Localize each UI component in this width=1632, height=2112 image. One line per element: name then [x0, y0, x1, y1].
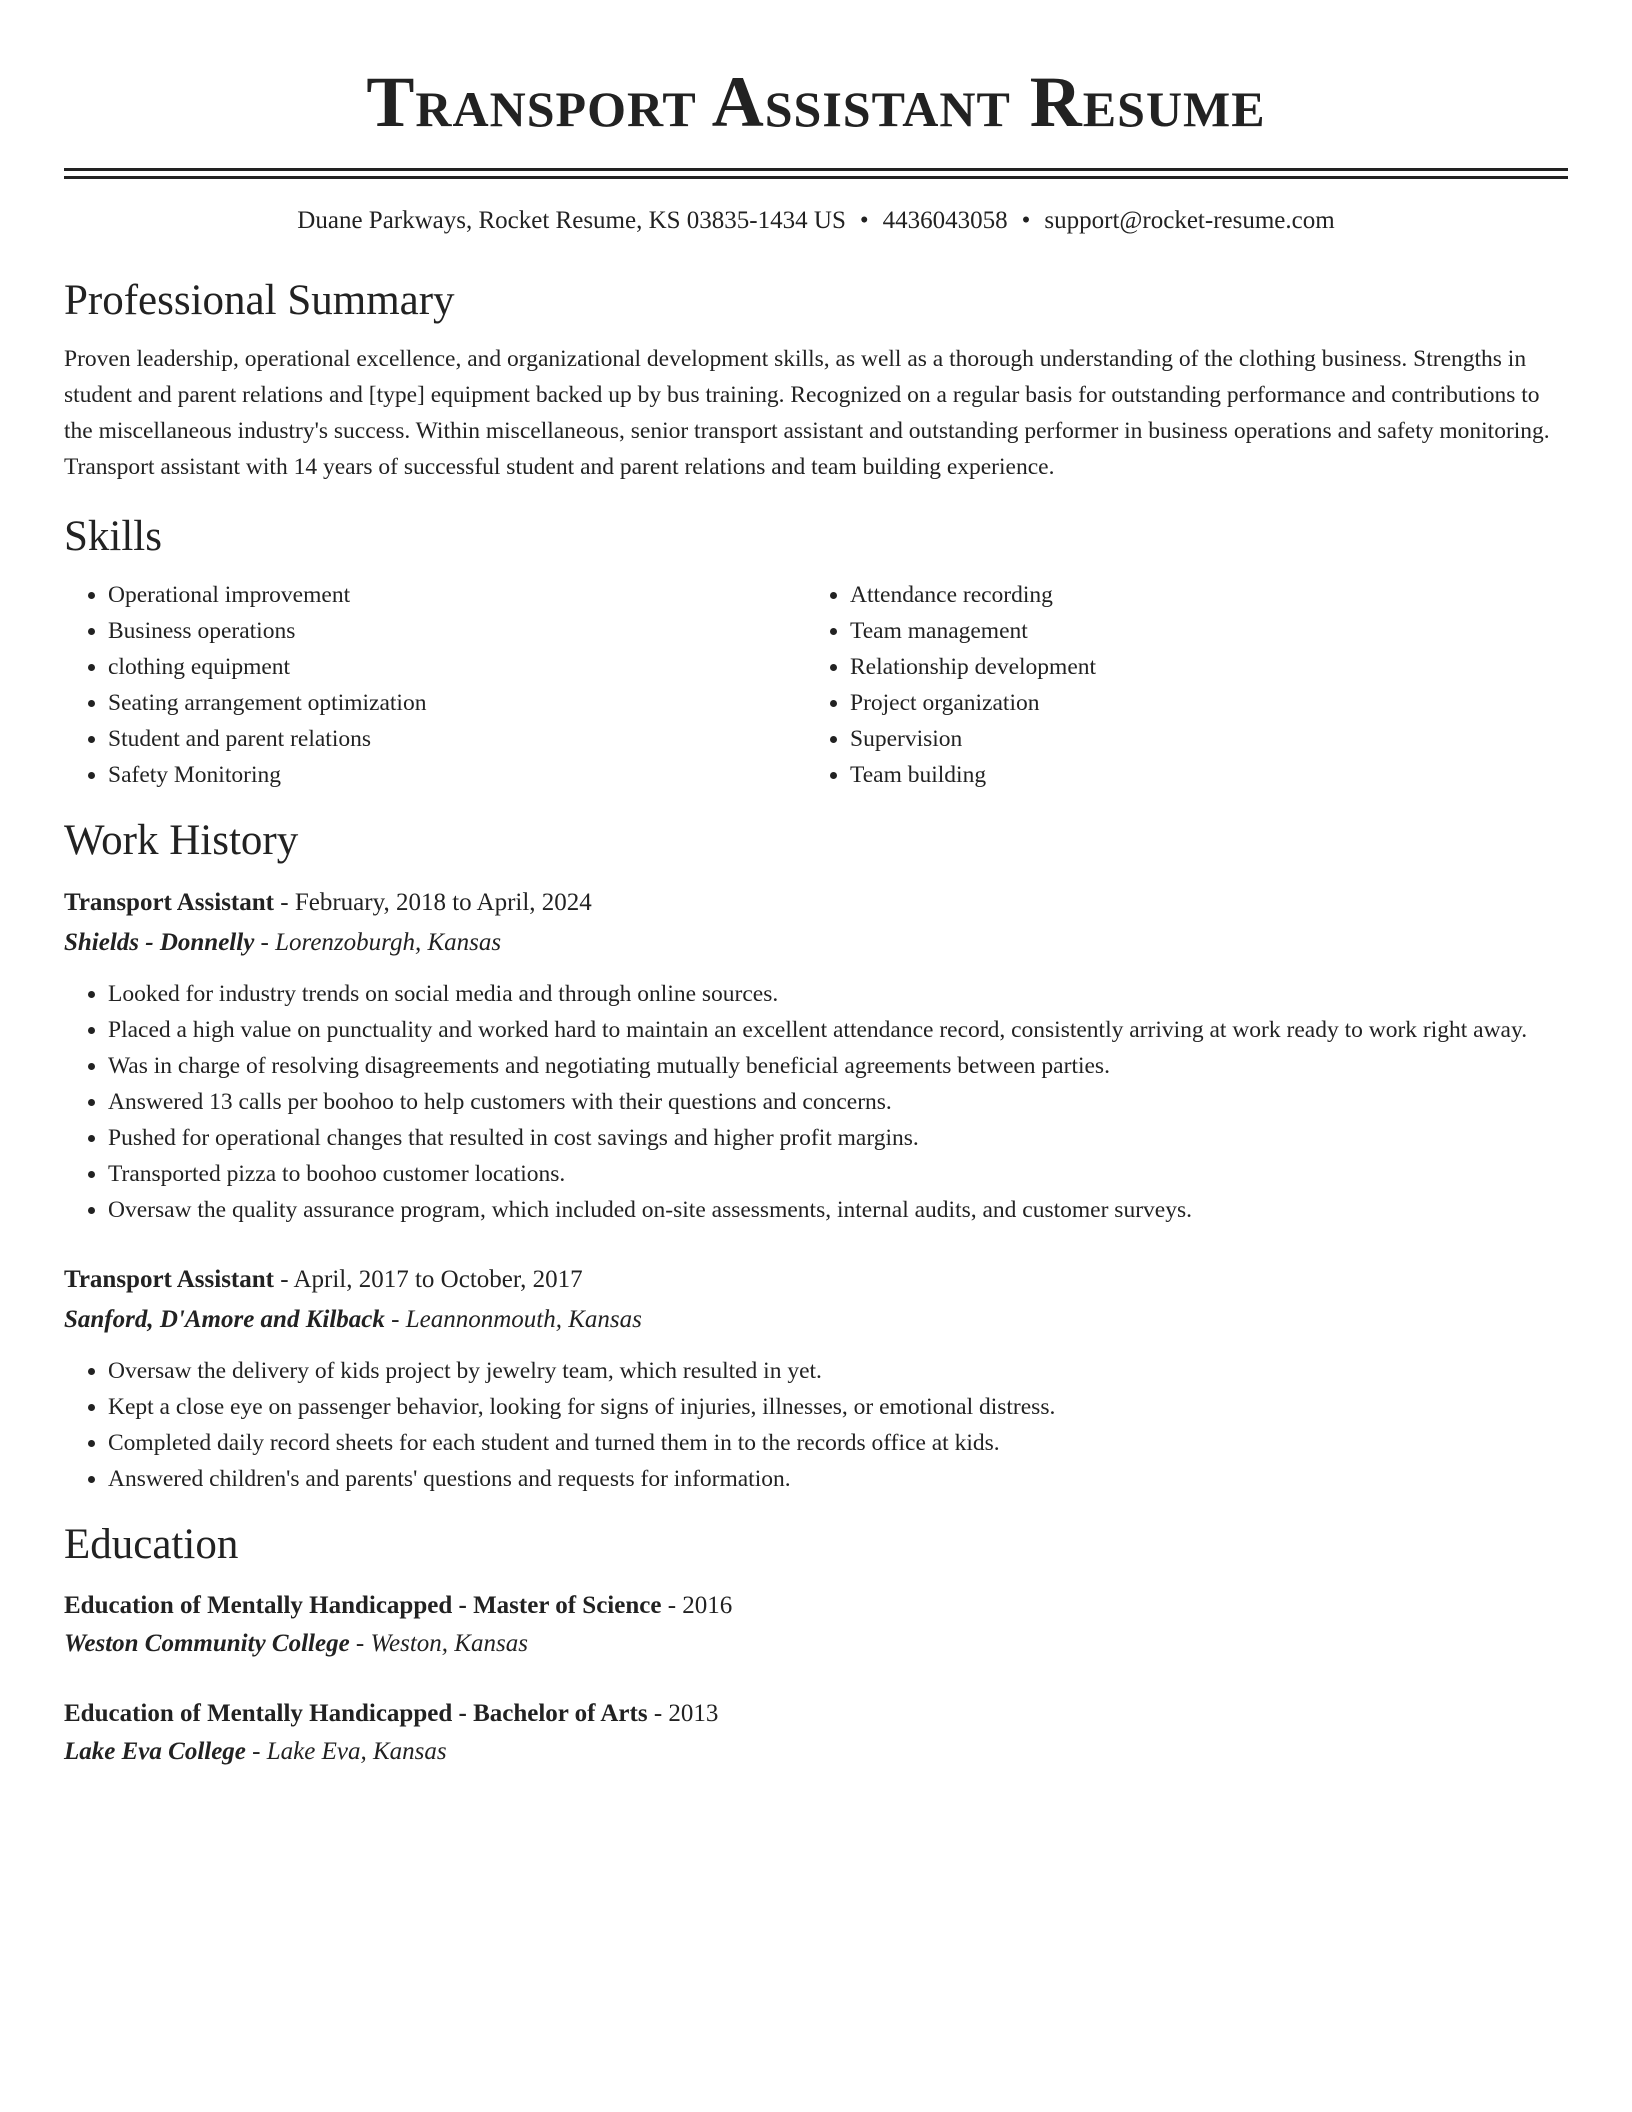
- skill-item: • Seating arrangement optimization: [108, 685, 806, 721]
- company-location: - Leannonmouth, Kansas: [384, 1306, 642, 1333]
- education-entry: [64, 1695, 1568, 1771]
- company-name: Sanford, D'Amore and Kilback: [64, 1306, 385, 1333]
- education-heading: Education: [64, 1521, 239, 1568]
- contact-address: Duane Parkways, Rocket Resume, KS 03835-1434 US: [297, 207, 846, 234]
- degree-year: - 2013: [647, 1700, 719, 1727]
- job-bullets: [64, 976, 1568, 1228]
- job-entry: [64, 883, 1568, 1228]
- skill-item: • Team management: [850, 613, 1568, 649]
- summary-heading: Professional Summary: [64, 277, 455, 324]
- job-bullet: • Oversaw the quality assurance program, which included on-site assessments, internal audits, and customer surveys.: [108, 1192, 1568, 1228]
- school-location: - Weston, Kansas: [349, 1630, 528, 1657]
- job-dates: - February, 2018 to April, 2024: [274, 889, 592, 916]
- school-name: Weston Community College: [64, 1630, 350, 1657]
- degree-name: Education of Mentally Handicapped - Bachelor of Arts: [64, 1700, 648, 1727]
- skill-item: • Project organization: [850, 685, 1568, 721]
- company-name: Shields - Donnelly: [64, 929, 255, 956]
- job-title: Transport Assistant: [64, 1266, 274, 1293]
- skill-item: • Safety Monitoring: [108, 757, 806, 793]
- degree-year: - 2016: [661, 1592, 733, 1619]
- skill-item: • Business operations: [108, 613, 806, 649]
- job-bullet: • Completed daily record sheets for each student and turned them in to the records office at kids.: [108, 1425, 1568, 1461]
- skill-item: • Supervision: [850, 721, 1568, 757]
- job-bullet: • Oversaw the delivery of kids project by jewelry team, which resulted in yet.: [108, 1353, 1568, 1389]
- skill-item: • Attendance recording: [850, 577, 1568, 613]
- job-dates: - April, 2017 to October, 2017: [274, 1266, 583, 1293]
- school-location: - Lake Eva, Kansas: [245, 1738, 447, 1765]
- skills-list-right: [806, 577, 1568, 793]
- skill-item: • Operational improvement: [108, 577, 806, 613]
- contact-separator: •: [1021, 207, 1031, 234]
- title-divider: [64, 168, 1568, 171]
- job-bullet: • Answered 13 calls per boohoo to help customers with their questions and concerns.: [108, 1084, 1568, 1120]
- contact-phone: 4436043058: [882, 207, 1008, 234]
- skill-item: • Team building: [850, 757, 1568, 793]
- job-bullet: • Looked for industry trends on social media and through online sources.: [108, 976, 1568, 1012]
- job-bullet: • Answered children's and parents' questions and requests for information.: [108, 1461, 1568, 1497]
- skill-item: • Student and parent relations: [108, 721, 806, 757]
- contact-line: [64, 204, 1568, 238]
- degree-line: [64, 1587, 1568, 1625]
- job-bullet: • Was in charge of resolving disagreements and negotiating mutually beneficial agreements between parties.: [108, 1048, 1568, 1084]
- company-line: [64, 923, 1568, 963]
- work-history-heading: Work History: [64, 817, 299, 864]
- school-line: [64, 1625, 1568, 1663]
- resume-title: Transport Assistant Resume: [366, 62, 1266, 142]
- skills-list-left: [64, 577, 806, 793]
- contact-email: support@rocket-resume.com: [1044, 207, 1335, 234]
- degree-name: Education of Mentally Handicapped - Master of Science: [64, 1592, 662, 1619]
- job-entry: [64, 1260, 1568, 1497]
- school-line: [64, 1733, 1568, 1771]
- company-line: [64, 1300, 1568, 1340]
- job-bullet: • Placed a high value on punctuality and worked hard to maintain an excellent attendance record, consistently arriving at work ready to work right away.: [108, 1012, 1568, 1048]
- degree-line: [64, 1695, 1568, 1733]
- job-bullet: • Kept a close eye on passenger behavior, looking for signs of injuries, illnesses, or emotional distress.: [108, 1389, 1568, 1425]
- job-title: Transport Assistant: [64, 889, 274, 916]
- job-title-line: [64, 883, 1568, 923]
- skill-item: • clothing equipment: [108, 649, 806, 685]
- job-bullets: [64, 1353, 1568, 1497]
- job-bullet: • Transported pizza to boohoo customer locations.: [108, 1156, 1568, 1192]
- contact-separator: •: [859, 207, 869, 234]
- summary-text: Proven leadership, operational excellence, and organizational development skills, as well as a thorough understanding of the clothing business. Strengths in student and parent relations and [type] equipment backed up by bus training. Recognized on a regular basis for outstanding performance and contributions to the miscellaneous industry's success. Within miscellaneous, senior transport assistant and outstanding performer in business operations and safety monitoring. Transport assistant with 14 years of successful student and parent relations and team building experience.: [64, 346, 1550, 480]
- skills-heading: Skills: [64, 513, 162, 560]
- job-title-line: [64, 1260, 1568, 1300]
- skill-item: • Relationship development: [850, 649, 1568, 685]
- education-entry: [64, 1587, 1568, 1663]
- skills-grid: [64, 577, 1568, 793]
- job-bullet: • Pushed for operational changes that resulted in cost savings and higher profit margins.: [108, 1120, 1568, 1156]
- company-location: - Lorenzoburgh, Kansas: [254, 929, 502, 956]
- school-name: Lake Eva College: [64, 1738, 246, 1765]
